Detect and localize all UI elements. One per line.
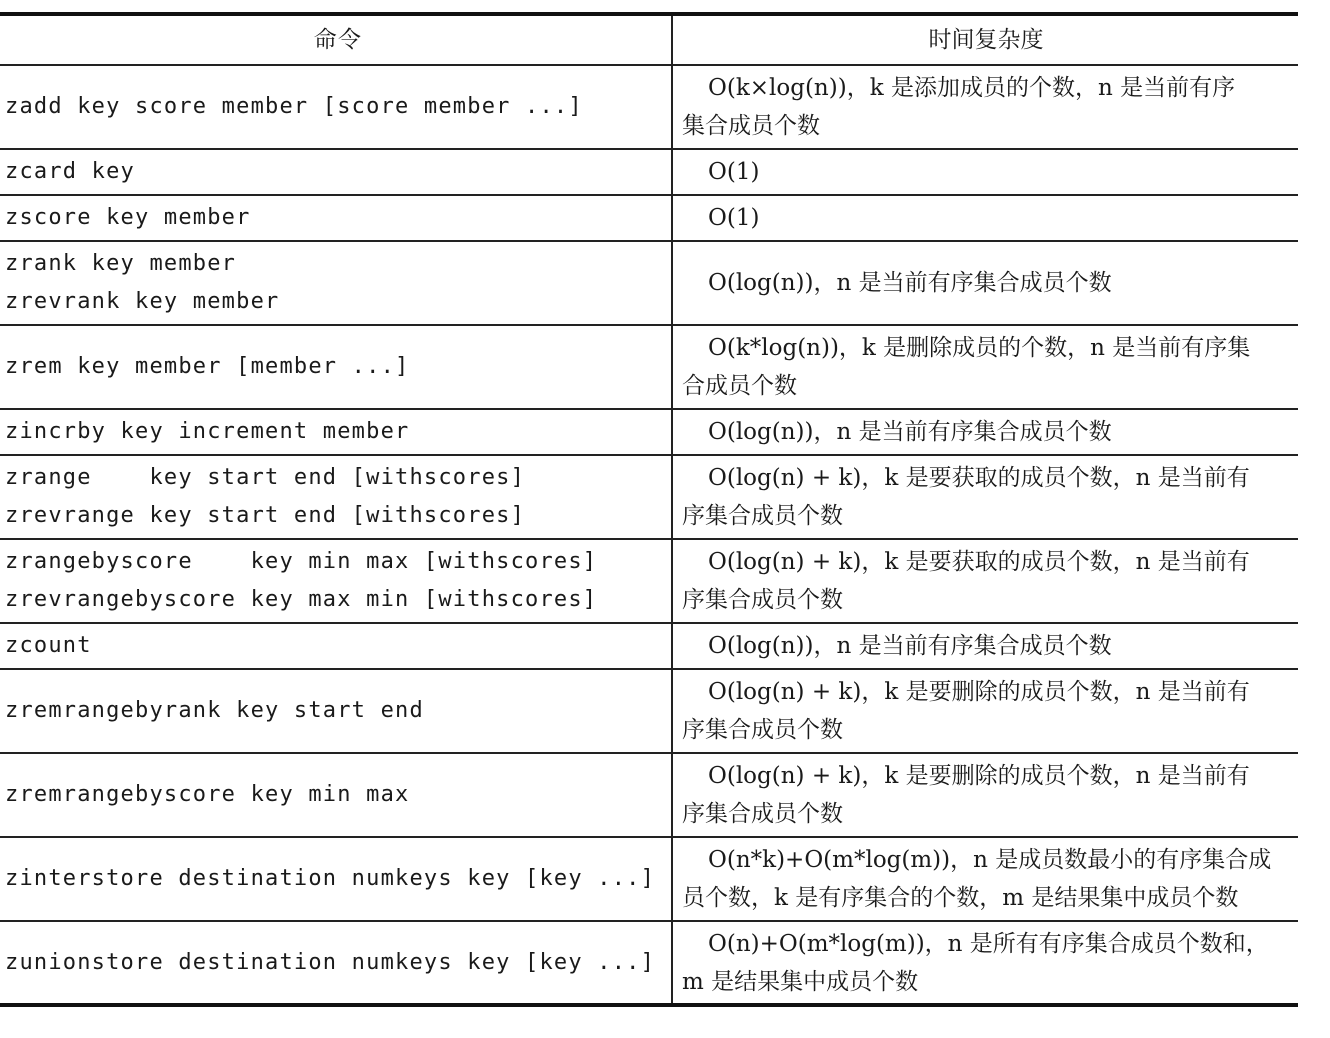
- complexity-table: [0, 12, 1298, 1007]
- complexity-cell: O(log(n))，n 是当前有序集合成员个数: [672, 409, 1298, 455]
- complexity-cell: O(log(n))，n 是当前有序集合成员个数: [672, 241, 1298, 325]
- complexity-cell: O(log(n) + k)，k 是要获取的成员个数，n 是当前有 序集合成员个数: [672, 455, 1298, 539]
- command-cell: zincrby key increment member: [0, 409, 672, 455]
- command-cell: zrank key member zrevrank key member: [0, 241, 672, 325]
- table-row: [0, 921, 1298, 1005]
- command-cell: zrange key start end [withscores] zrevrange key start end [withscores]: [0, 455, 672, 539]
- table-row: [0, 837, 1298, 921]
- command-cell: zremrangebyscore key min max: [0, 753, 672, 837]
- table-row: [0, 669, 1298, 753]
- table-row: [0, 195, 1298, 241]
- complexity-cell: O(log(n) + k)，k 是要删除的成员个数，n 是当前有 序集合成员个数: [672, 669, 1298, 753]
- complexity-cell: O(k*log(n))，k 是删除成员的个数，n 是当前有序集 合成员个数: [672, 325, 1298, 409]
- table-row: [0, 623, 1298, 669]
- table-row: [0, 325, 1298, 409]
- command-cell: zremrangebyrank key start end: [0, 669, 672, 753]
- table-row: [0, 241, 1298, 325]
- complexity-cell: O(k×log(n))，k 是添加成员的个数，n 是当前有序 集合成员个数: [672, 65, 1298, 149]
- command-cell: zrem key member [member ...]: [0, 325, 672, 409]
- table-row: [0, 65, 1298, 149]
- command-cell: zcount: [0, 623, 672, 669]
- command-cell: zinterstore destination numkeys key [key ...]: [0, 837, 672, 921]
- command-cell: zunionstore destination numkeys key [key ...]: [0, 921, 672, 1005]
- header-complexity: 时间复杂度: [672, 14, 1298, 65]
- complexity-cell: O(n*k)+O(m*log(m))，n 是成员数最小的有序集合成 员个数，k 是有序集合的个数，m 是结果集中成员个数: [672, 837, 1298, 921]
- command-cell: zrangebyscore key min max [withscores] zrevrangebyscore key max min [withscores]: [0, 539, 672, 623]
- table-row: [0, 149, 1298, 195]
- complexity-cell: O(1): [672, 149, 1298, 195]
- table-header-row: [0, 14, 1298, 65]
- command-cell: zscore key member: [0, 195, 672, 241]
- complexity-cell: O(log(n) + k)，k 是要删除的成员个数，n 是当前有 序集合成员个数: [672, 753, 1298, 837]
- command-cell: zadd key score member [score member ...]: [0, 65, 672, 149]
- complexity-cell: O(1): [672, 195, 1298, 241]
- table-row: [0, 409, 1298, 455]
- table-row: [0, 753, 1298, 837]
- table-row: [0, 455, 1298, 539]
- command-cell: zcard key: [0, 149, 672, 195]
- table-row: [0, 539, 1298, 623]
- complexity-cell: O(log(n))，n 是当前有序集合成员个数: [672, 623, 1298, 669]
- header-command: 命令: [0, 14, 672, 65]
- complexity-cell: O(log(n) + k)，k 是要获取的成员个数，n 是当前有 序集合成员个数: [672, 539, 1298, 623]
- complexity-cell: O(n)+O(m*log(m))，n 是所有有序集合成员个数和， m 是结果集中成员个数: [672, 921, 1298, 1005]
